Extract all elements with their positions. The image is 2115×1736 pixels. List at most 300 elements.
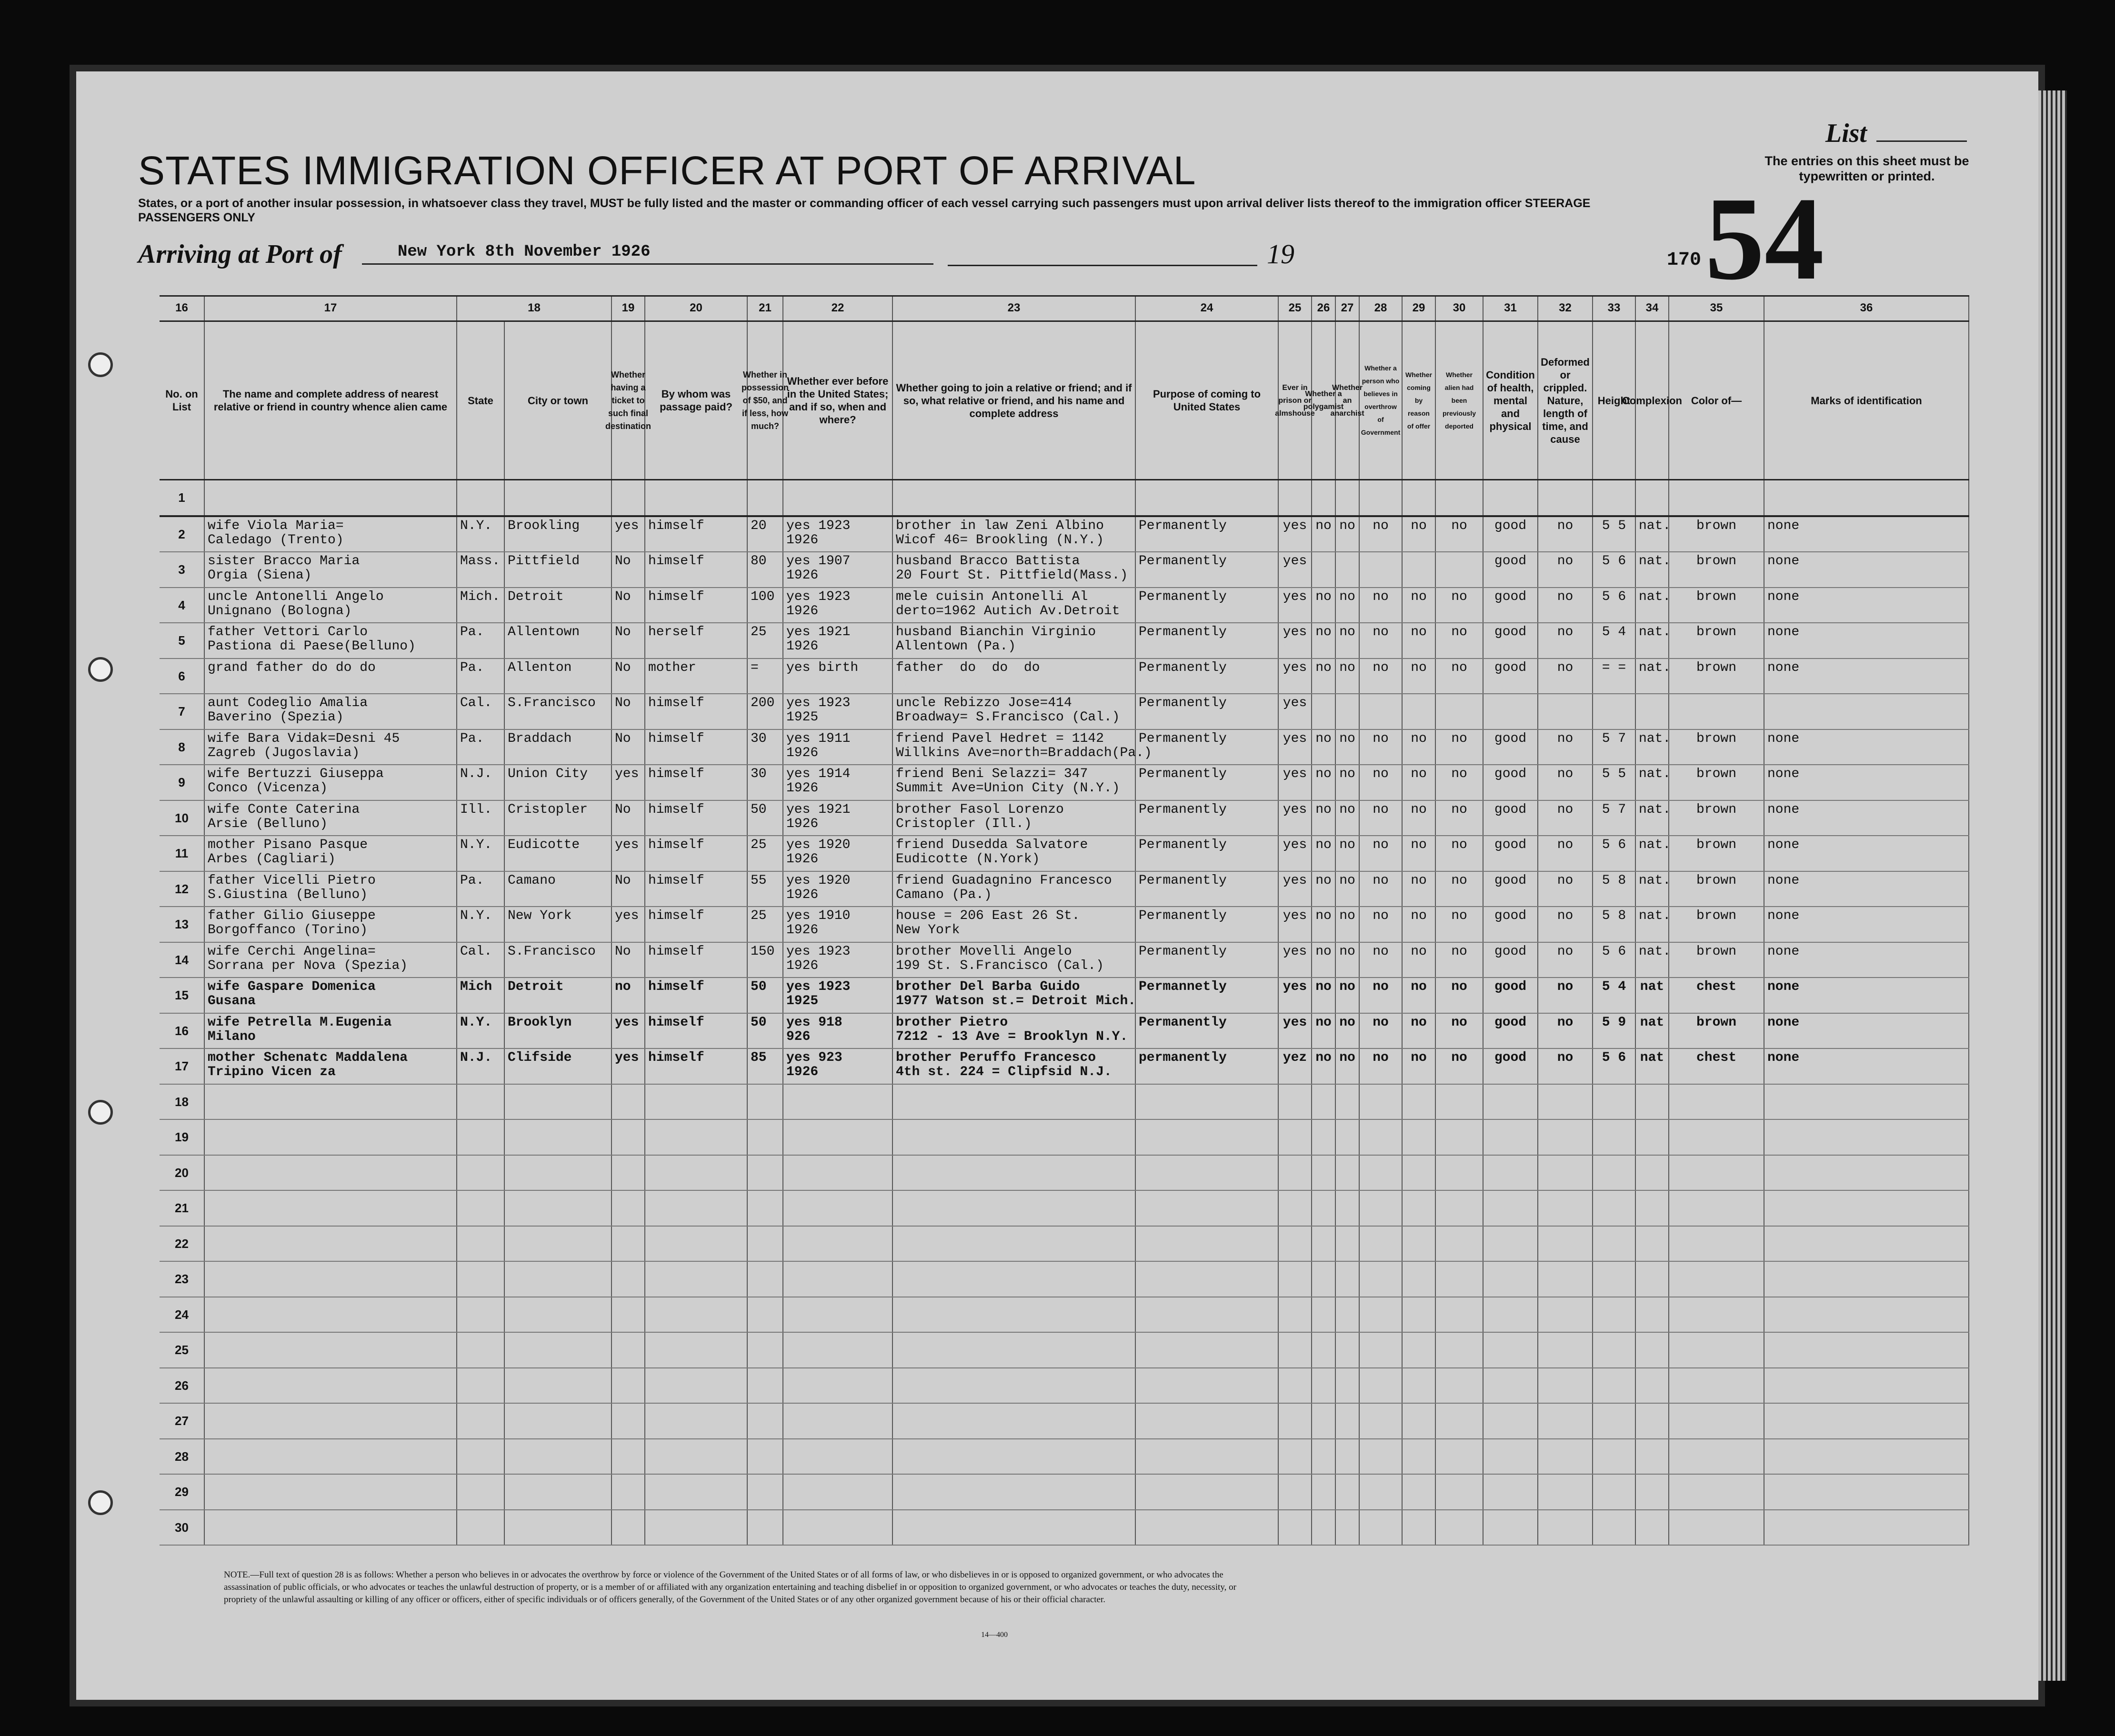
- q29-cell: no: [1403, 730, 1436, 765]
- header-money: Whether in possession of $50, and if less, how much?: [748, 322, 783, 479]
- paid-by-cell: herself: [645, 623, 748, 658]
- complexion-cell: [1636, 480, 1669, 515]
- paid-by-cell: himself: [645, 1049, 748, 1084]
- marks-cell: [1764, 1510, 1969, 1545]
- purpose-cell: Permanently: [1136, 730, 1279, 765]
- join-cell: friend Dusedda Salvatore Eudicotte (N.York): [893, 836, 1136, 871]
- before-cell: yes 1923 1926: [783, 517, 893, 552]
- purpose-cell: [1136, 1333, 1279, 1367]
- complexion-cell: nat.: [1636, 872, 1669, 907]
- marks-cell: none: [1764, 943, 1969, 978]
- row-number: 7: [160, 694, 205, 729]
- marks-cell: [1764, 1262, 1969, 1297]
- deformed-cell: [1538, 1085, 1593, 1119]
- health-cell: good: [1484, 872, 1538, 907]
- relative-cell: wife Bara Vidak=Desni 45 Zagreb (Jugoslavia): [205, 730, 457, 765]
- marks-cell: none: [1764, 836, 1969, 871]
- ticket-cell: yes: [612, 836, 645, 871]
- table-row: [160, 694, 1969, 730]
- before-cell: [783, 1333, 893, 1367]
- marks-cell: [1764, 480, 1969, 515]
- relative-cell: [205, 1156, 457, 1190]
- q28-cell: [1360, 1475, 1403, 1509]
- row-number: 3: [160, 552, 205, 587]
- health-cell: good: [1484, 907, 1538, 942]
- q29-cell: no: [1403, 978, 1436, 1013]
- deformed-cell: [1538, 1262, 1593, 1297]
- polygamist-cell: [1312, 1439, 1336, 1474]
- header-q29: Whether coming by reason of offer: [1403, 322, 1436, 479]
- complexion-cell: [1636, 1297, 1669, 1332]
- money-cell: 25: [748, 907, 783, 942]
- complexion-cell: nat: [1636, 1049, 1669, 1084]
- height-cell: = =: [1593, 659, 1636, 694]
- join-cell: friend Beni Selazzi= 347 Summit Ave=Union City (N.Y.): [893, 765, 1136, 800]
- polygamist-cell: no: [1312, 517, 1336, 552]
- health-cell: good: [1484, 765, 1538, 800]
- prison-cell: yes: [1279, 623, 1312, 658]
- header-polygamist: Whether a polygamist: [1312, 322, 1336, 479]
- row-number: 14: [160, 943, 205, 978]
- before-cell: yes 1921 1926: [783, 801, 893, 836]
- deformed-cell: [1538, 480, 1593, 515]
- row-number: 22: [160, 1227, 205, 1261]
- prison-cell: [1279, 1475, 1312, 1509]
- purpose-cell: Permanently: [1136, 943, 1279, 978]
- q28-cell: [1360, 552, 1403, 587]
- purpose-cell: Permanently: [1136, 623, 1279, 658]
- q29-cell: [1403, 1297, 1436, 1332]
- header-purpose: Purpose of coming to United States: [1136, 322, 1279, 479]
- purpose-cell: Permanently: [1136, 659, 1279, 694]
- column-number: 16: [160, 297, 205, 320]
- health-cell: [1484, 1156, 1538, 1190]
- header-paid-by: By whom was passage paid?: [645, 322, 748, 479]
- marks-cell: [1764, 1191, 1969, 1226]
- height-cell: [1593, 1439, 1636, 1474]
- purpose-cell: Permanently: [1136, 588, 1279, 623]
- city-cell: [505, 1510, 612, 1545]
- join-cell: [893, 1439, 1136, 1474]
- money-cell: [748, 1191, 783, 1226]
- purpose-cell: Permanently: [1136, 765, 1279, 800]
- anarchist-cell: no: [1336, 836, 1360, 871]
- ticket-cell: [612, 1297, 645, 1332]
- paid-by-cell: [645, 1510, 748, 1545]
- q30-cell: no: [1436, 659, 1484, 694]
- row-number: 5: [160, 623, 205, 658]
- header-ticket: Whether having a ticket to such final destination: [612, 322, 645, 479]
- hair-cell: [1669, 1191, 1764, 1226]
- prison-cell: [1279, 1120, 1312, 1155]
- q30-cell: [1436, 1120, 1484, 1155]
- table-row: [160, 623, 1969, 659]
- prison-cell: yes: [1279, 659, 1312, 694]
- q28-cell: [1360, 1404, 1403, 1438]
- paid-by-cell: himself: [645, 836, 748, 871]
- complexion-cell: [1636, 1227, 1669, 1261]
- hair-cell: [1669, 1085, 1764, 1119]
- prison-cell: yes: [1279, 694, 1312, 729]
- state-cell: Cal.: [457, 694, 505, 729]
- q30-cell: no: [1436, 765, 1484, 800]
- q28-cell: [1360, 1510, 1403, 1545]
- header-complexion: Complexion: [1636, 322, 1669, 479]
- state-cell: [457, 1227, 505, 1261]
- height-cell: 5 6: [1593, 552, 1636, 587]
- hair-cell: brown: [1669, 801, 1764, 836]
- marks-cell: [1764, 1475, 1969, 1509]
- height-cell: [1593, 1475, 1636, 1509]
- polygamist-cell: [1312, 694, 1336, 729]
- state-cell: [457, 1368, 505, 1403]
- ticket-cell: [612, 1439, 645, 1474]
- anarchist-cell: [1336, 1085, 1360, 1119]
- relative-cell: [205, 1297, 457, 1332]
- q28-cell: [1360, 1227, 1403, 1261]
- hair-cell: [1669, 1404, 1764, 1438]
- paid-by-cell: [645, 480, 748, 515]
- table-row: [160, 659, 1969, 695]
- marks-cell: none: [1764, 730, 1969, 765]
- ticket-cell: yes: [612, 1014, 645, 1048]
- before-cell: yes 1923 1925: [783, 694, 893, 729]
- city-cell: New York: [505, 907, 612, 942]
- polygamist-cell: no: [1312, 978, 1336, 1013]
- polygamist-cell: [1312, 1297, 1336, 1332]
- hair-cell: brown: [1669, 872, 1764, 907]
- state-cell: [457, 1510, 505, 1545]
- prison-cell: yes: [1279, 801, 1312, 836]
- polygamist-cell: [1312, 1191, 1336, 1226]
- polygamist-cell: no: [1312, 1049, 1336, 1084]
- health-cell: [1484, 1191, 1538, 1226]
- before-cell: yes 923 1926: [783, 1049, 893, 1084]
- money-cell: 30: [748, 730, 783, 765]
- purpose-cell: Permanently: [1136, 552, 1279, 587]
- before-cell: [783, 1227, 893, 1261]
- hair-cell: brown: [1669, 765, 1764, 800]
- city-cell: [505, 1475, 612, 1509]
- q29-cell: [1403, 1475, 1436, 1509]
- prison-cell: yes: [1279, 943, 1312, 978]
- deformed-cell: [1538, 1368, 1593, 1403]
- table-row: [160, 1475, 1969, 1510]
- money-cell: 100: [748, 588, 783, 623]
- punch-hole-icon: [88, 352, 113, 377]
- q29-cell: no: [1403, 872, 1436, 907]
- row-number: 4: [160, 588, 205, 623]
- health-cell: [1484, 1262, 1538, 1297]
- height-cell: 5 4: [1593, 978, 1636, 1013]
- ticket-cell: no: [612, 978, 645, 1013]
- q30-cell: [1436, 1262, 1484, 1297]
- anarchist-cell: [1336, 1475, 1360, 1509]
- hair-cell: [1669, 1439, 1764, 1474]
- before-cell: yes 1921 1926: [783, 623, 893, 658]
- state-cell: [457, 1404, 505, 1438]
- state-cell: Pa.: [457, 659, 505, 694]
- prison-cell: [1279, 1368, 1312, 1403]
- header-marks: Marks of identification: [1764, 322, 1969, 479]
- height-cell: [1593, 1297, 1636, 1332]
- marks-cell: none: [1764, 907, 1969, 942]
- anarchist-cell: [1336, 1333, 1360, 1367]
- relative-cell: [205, 1475, 457, 1509]
- money-cell: 30: [748, 765, 783, 800]
- table-row: [160, 1191, 1969, 1227]
- purpose-cell: permanently: [1136, 1049, 1279, 1084]
- header-state: State: [457, 322, 505, 479]
- join-cell: husband Bracco Battista 20 Fourt St. Pittfield(Mass.): [893, 552, 1136, 587]
- before-cell: yes 1914 1926: [783, 765, 893, 800]
- marks-cell: [1764, 1085, 1969, 1119]
- table-row: [160, 1510, 1969, 1546]
- join-cell: brother Del Barba Guido 1977 Watson st.= Detroit Mich.: [893, 978, 1136, 1013]
- ticket-cell: No: [612, 588, 645, 623]
- join-cell: [893, 480, 1136, 515]
- hair-cell: brown: [1669, 623, 1764, 658]
- q30-cell: no: [1436, 588, 1484, 623]
- marks-cell: [1764, 1439, 1969, 1474]
- hair-cell: brown: [1669, 730, 1764, 765]
- city-cell: Pittfield: [505, 552, 612, 587]
- deformed-cell: [1538, 1227, 1593, 1261]
- deformed-cell: [1538, 1404, 1593, 1438]
- row-number: 27: [160, 1404, 205, 1438]
- health-cell: good: [1484, 1049, 1538, 1084]
- state-cell: [457, 1297, 505, 1332]
- health-cell: good: [1484, 943, 1538, 978]
- q28-cell: no: [1360, 907, 1403, 942]
- before-cell: yes 1923 1926: [783, 588, 893, 623]
- height-cell: 5 8: [1593, 907, 1636, 942]
- anarchist-cell: [1336, 1262, 1360, 1297]
- hair-cell: [1669, 1120, 1764, 1155]
- money-cell: =: [748, 659, 783, 694]
- table-row: [160, 1297, 1969, 1333]
- column-number: 35: [1669, 297, 1764, 320]
- anarchist-cell: [1336, 1297, 1360, 1332]
- paid-by-cell: [645, 1404, 748, 1438]
- column-number: 17: [205, 297, 457, 320]
- height-cell: [1593, 694, 1636, 729]
- purpose-cell: Permanently: [1136, 872, 1279, 907]
- money-cell: [748, 1368, 783, 1403]
- q30-cell: no: [1436, 517, 1484, 552]
- deformed-cell: [1538, 1510, 1593, 1545]
- page-title: STATES IMMIGRATION OFFICER AT PORT OF ARRIVAL: [138, 148, 1196, 193]
- deformed-cell: no: [1538, 978, 1593, 1013]
- relative-cell: mother Schenatc Maddalena Tripino Vicen za: [205, 1049, 457, 1084]
- relative-cell: father Gilio Giuseppe Borgoffanco (Torino): [205, 907, 457, 942]
- money-cell: 55: [748, 872, 783, 907]
- polygamist-cell: no: [1312, 1014, 1336, 1048]
- table-row: [160, 588, 1969, 624]
- anarchist-cell: [1336, 1227, 1360, 1261]
- table-row: [160, 978, 1969, 1014]
- paid-by-cell: [645, 1439, 748, 1474]
- row-number: 17: [160, 1049, 205, 1084]
- deformed-cell: no: [1538, 552, 1593, 587]
- anarchist-cell: no: [1336, 517, 1360, 552]
- anarchist-cell: no: [1336, 588, 1360, 623]
- state-cell: N.J.: [457, 1049, 505, 1084]
- paid-by-cell: [645, 1120, 748, 1155]
- anarchist-cell: [1336, 1156, 1360, 1190]
- q28-cell: no: [1360, 836, 1403, 871]
- q30-cell: [1436, 1439, 1484, 1474]
- height-cell: [1593, 480, 1636, 515]
- column-number: 26: [1312, 297, 1336, 320]
- money-cell: [748, 1475, 783, 1509]
- height-cell: [1593, 1227, 1636, 1261]
- q29-cell: no: [1403, 623, 1436, 658]
- marks-cell: [1764, 1333, 1969, 1367]
- join-cell: brother Fasol Lorenzo Cristopler (Ill.): [893, 801, 1136, 836]
- city-cell: S.Francisco: [505, 694, 612, 729]
- hair-cell: chest: [1669, 978, 1764, 1013]
- deformed-cell: [1538, 694, 1593, 729]
- row-number: 19: [160, 1120, 205, 1155]
- ticket-cell: No: [612, 872, 645, 907]
- row-number: 16: [160, 1014, 205, 1048]
- height-cell: 5 6: [1593, 1049, 1636, 1084]
- state-cell: N.Y.: [457, 907, 505, 942]
- header-condition: Condition of health, mental and physical: [1484, 322, 1538, 479]
- money-cell: 20: [748, 517, 783, 552]
- column-number: 31: [1484, 297, 1538, 320]
- state-cell: N.Y.: [457, 1014, 505, 1048]
- hair-cell: brown: [1669, 588, 1764, 623]
- q30-cell: [1436, 1297, 1484, 1332]
- marks-cell: [1764, 694, 1969, 729]
- state-cell: [457, 1191, 505, 1226]
- marks-cell: none: [1764, 517, 1969, 552]
- purpose-cell: [1136, 1368, 1279, 1403]
- health-cell: [1484, 1227, 1538, 1261]
- money-cell: [748, 480, 783, 515]
- q29-cell: [1403, 1333, 1436, 1367]
- polygamist-cell: [1312, 1227, 1336, 1261]
- before-cell: [783, 1085, 893, 1119]
- paid-by-cell: himself: [645, 552, 748, 587]
- complexion-cell: nat.: [1636, 517, 1669, 552]
- column-number: 33: [1593, 297, 1636, 320]
- before-cell: yes 1923 1925: [783, 978, 893, 1013]
- column-number: 20: [645, 297, 748, 320]
- row-number: 25: [160, 1333, 205, 1367]
- column-number: 25: [1279, 297, 1312, 320]
- before-cell: yes 1911 1926: [783, 730, 893, 765]
- height-cell: [1593, 1120, 1636, 1155]
- header-q28: Whether a person who believes in overthrow of Government: [1360, 322, 1403, 479]
- paid-by-cell: himself: [645, 907, 748, 942]
- deformed-cell: no: [1538, 517, 1593, 552]
- join-cell: friend Guadagnino Francesco Camano (Pa.): [893, 872, 1136, 907]
- hair-cell: brown: [1669, 659, 1764, 694]
- q29-cell: [1403, 1191, 1436, 1226]
- paid-by-cell: [645, 1156, 748, 1190]
- footnote: NOTE.—Full text of question 28 is as follows: Whether a person who believes in or advocates the overthrow by force or violence of the Government of the United States or of all forms of law, or who disbelieves in or is opposed to organized government, or who advocates the assassination of public officials, or who advocates or teaches the unlawful destruction of property, or is a member of or affiliated with any organization entertaining and teaching disbelief in or opposition to organized government, or who advocates or teaches the duty, necessity, or propriety of the unlawful assaulting or killing of any officer or officers, either of specific individuals or of officers generally, of the Government of the United States or of any other organized government because of his or their official character.: [224, 1570, 1236, 1605]
- marks-cell: none: [1764, 801, 1969, 836]
- city-cell: Union City: [505, 765, 612, 800]
- anarchist-cell: no: [1336, 907, 1360, 942]
- relative-cell: [205, 1227, 457, 1261]
- relative-cell: wife Bertuzzi Giuseppa Conco (Vicenza): [205, 765, 457, 800]
- deformed-cell: [1538, 1191, 1593, 1226]
- city-cell: Eudicotte: [505, 836, 612, 871]
- health-cell: [1484, 1404, 1538, 1438]
- height-cell: [1593, 1333, 1636, 1367]
- deformed-cell: [1538, 1333, 1593, 1367]
- money-cell: 150: [748, 943, 783, 978]
- q28-cell: no: [1360, 801, 1403, 836]
- paid-by-cell: himself: [645, 694, 748, 729]
- polygamist-cell: no: [1312, 943, 1336, 978]
- table-row: [160, 801, 1969, 837]
- relative-cell: [205, 1510, 457, 1545]
- column-numbers: [160, 295, 1969, 322]
- height-cell: 5 7: [1593, 801, 1636, 836]
- health-cell: [1484, 1333, 1538, 1367]
- health-cell: [1484, 1085, 1538, 1119]
- health-cell: good: [1484, 659, 1538, 694]
- column-number: 36: [1764, 297, 1969, 320]
- q28-cell: [1360, 1333, 1403, 1367]
- list-label: List: [1825, 118, 1967, 149]
- q30-cell: [1436, 1368, 1484, 1403]
- money-cell: [748, 1156, 783, 1190]
- table-row: [160, 1049, 1969, 1085]
- state-cell: [457, 1333, 505, 1367]
- anarchist-cell: [1336, 1404, 1360, 1438]
- state-cell: N.Y.: [457, 836, 505, 871]
- join-cell: [893, 1510, 1136, 1545]
- table-row: [160, 1404, 1969, 1439]
- marks-cell: none: [1764, 1049, 1969, 1084]
- ticket-cell: No: [612, 801, 645, 836]
- height-cell: [1593, 1085, 1636, 1119]
- purpose-cell: [1136, 1404, 1279, 1438]
- hair-cell: brown: [1669, 836, 1764, 871]
- join-cell: [893, 1297, 1136, 1332]
- punch-hole-icon: [88, 1490, 113, 1515]
- ticket-cell: yes: [612, 1049, 645, 1084]
- city-cell: Camano: [505, 872, 612, 907]
- prison-cell: yes: [1279, 1014, 1312, 1048]
- polygamist-cell: no: [1312, 801, 1336, 836]
- money-cell: [748, 1297, 783, 1332]
- ticket-cell: [612, 1333, 645, 1367]
- paid-by-cell: himself: [645, 872, 748, 907]
- before-cell: yes 918 926: [783, 1014, 893, 1048]
- q30-cell: no: [1436, 730, 1484, 765]
- relative-cell: wife Cerchi Angelina= Sorrana per Nova (Spezia): [205, 943, 457, 978]
- marks-cell: none: [1764, 588, 1969, 623]
- relative-cell: sister Bracco Maria Orgia (Siena): [205, 552, 457, 587]
- table-row: [160, 1368, 1969, 1404]
- anarchist-cell: no: [1336, 623, 1360, 658]
- deformed-cell: no: [1538, 872, 1593, 907]
- deformed-cell: no: [1538, 943, 1593, 978]
- city-cell: Detroit: [505, 978, 612, 1013]
- q28-cell: no: [1360, 623, 1403, 658]
- anarchist-cell: no: [1336, 943, 1360, 978]
- health-cell: [1484, 1368, 1538, 1403]
- q28-cell: no: [1360, 730, 1403, 765]
- entries-note: The entries on this sheet must be typewritten or printed.: [1764, 154, 1969, 183]
